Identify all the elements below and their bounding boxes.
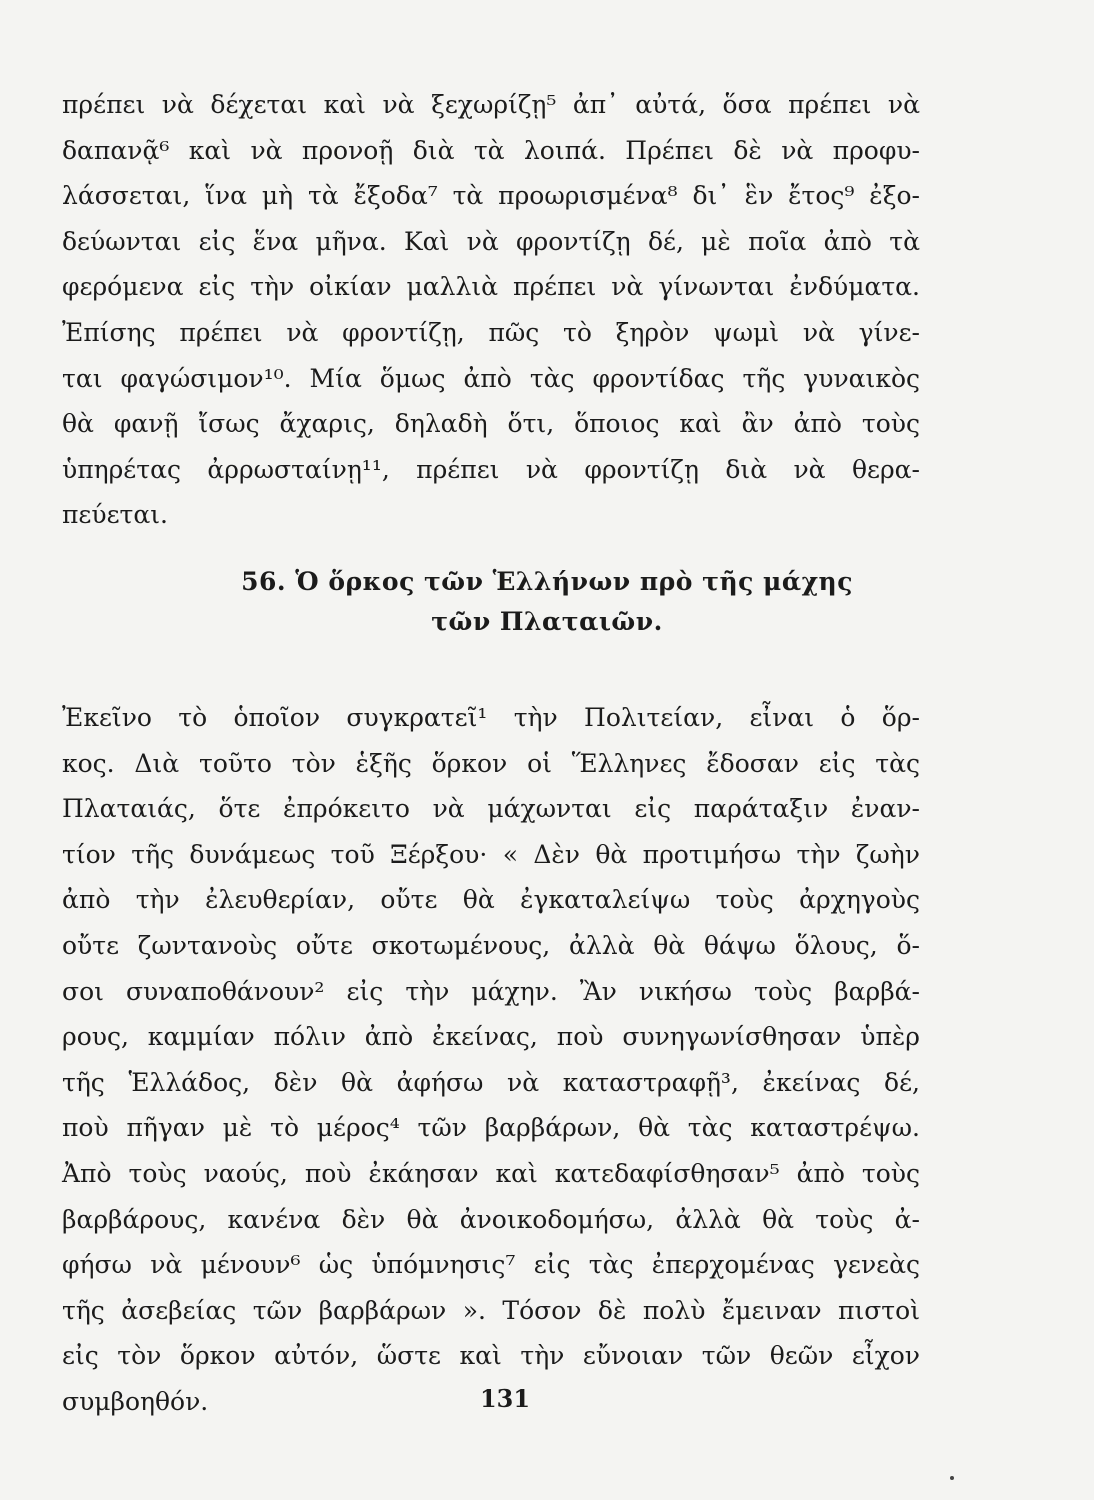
text-line: πεύεται.	[62, 500, 168, 530]
text-line: Πλαταιάς, ὅτε ἐπρόκειτο νὰ μάχωνται εἰς παράταξιν ἐναν-	[62, 794, 920, 824]
page-number: 131	[479, 1384, 531, 1413]
text-line: Ἐκεῖνο τὸ ὁποῖον συγκρατεῖ¹ τὴν Πολιτείαν, εἶναι ὁ ὅρ-	[62, 703, 920, 732]
text-line: δεύωνται εἰς ἕνα μῆνα. Καὶ νὰ φροντίζῃ δέ, μὲ ποῖα ἀπὸ τὰ	[62, 226, 920, 256]
text-line: Ἀπὸ τοὺς ναούς, ποὺ ἐκάησαν καὶ κατεδαφίσθησαν⁵ ἀπὸ τοὺς	[62, 1158, 920, 1188]
text-line: Ἐπίσης πρέπει νὰ φροντίζῃ, πῶς τὸ ξηρὸν ψωμὶ νὰ γίνε-	[62, 317, 920, 347]
text-line: λάσσεται, ἵνα μὴ τὰ ἔξοδα⁷ τὰ προωρισμένα⁸ δι᾽ ἓν ἔτος⁹ ἐξο-	[62, 181, 920, 211]
text-line: ἀπὸ τὴν ἐλευθερίαν, οὔτε θὰ ἐγκαταλείψω τοὺς ἀρχηγοὺς	[62, 885, 920, 915]
text-line: συμβοηθόν.	[62, 1386, 209, 1416]
text-line: κος. Διὰ τοῦτο τὸν ἑξῆς ὅρκον οἱ Ἕλληνες ἔδοσαν εἰς τὰς	[62, 748, 920, 778]
heading-line-2: τῶν Πλαταιῶν.	[431, 607, 663, 636]
text-line: τῆς Ἑλλάδος, δὲν θὰ ἀφήσω νὰ καταστραφῇ³, ἐκείνας δέ,	[62, 1067, 920, 1097]
text-line: πρέπει νὰ δέχεται καὶ νὰ ξεχωρίζῃ⁵ ἀπ᾽ αὐτά, ὅσα πρέπει νὰ	[62, 90, 920, 119]
text-line: φήσω νὰ μένουν⁶ ὡς ὑπόμνησις⁷ εἰς τὰς ἐπερχομένας γενεὰς	[62, 1250, 920, 1280]
text-line: θὰ φανῇ ἴσως ἄχαρις, δηλαδὴ ὅτι, ὅποιος καὶ ἂν ἀπὸ τοὺς	[62, 409, 920, 439]
text-line: ρους, καμμίαν πόλιν ἀπὸ ἐκείνας, ποὺ συνηγωνίσθησαν ὑπὲρ	[62, 1022, 920, 1052]
text-line: οὔτε ζωντανοὺς οὔτε σκοτωμένους, ἀλλὰ θὰ θάψω ὅλους, ὅ-	[62, 930, 920, 960]
text-line: φερόμενα εἰς τὴν οἰκίαν μαλλιὰ πρέπει νὰ γίνωνται ἐνδύματα.	[62, 272, 920, 302]
paragraph-household-duties	[62, 82, 920, 538]
text-line: τῆς ἀσεβείας τῶν βαρβάρων ». Τόσον δὲ πολὺ ἔμειναν πιστοὶ	[62, 1295, 920, 1325]
heading-line-1	[62, 562, 1032, 602]
text-line: βαρβάρους, κανένα δὲν θὰ ἀνοικοδομήσω, ἀλλὰ θὰ τοὺς ἀ-	[62, 1204, 920, 1234]
section-number: 56.	[241, 567, 287, 596]
text-line: ποὺ πῆγαν μὲ τὸ μέρος⁴ τῶν βαρβάρων, θὰ τὰς καταστρέψω.	[62, 1113, 920, 1143]
heading-title: Ὁ ὅρκος τῶν Ἑλλήνων πρὸ τῆς μάχης	[295, 567, 853, 596]
text-line: δαπανᾷ⁶ καὶ νὰ προνοῇ διὰ τὰ λοιπά. Πρέπει δὲ νὰ προφυ-	[62, 135, 920, 165]
text-line: ται φαγώσιμον¹⁰. Μία ὅμως ἀπὸ τὰς φροντίδας τῆς γυναικὸς	[62, 363, 920, 393]
paragraph-oath-of-plataea	[62, 695, 920, 1425]
text-line: ὑπηρέτας ἀρρωσταίνῃ¹¹, πρέπει νὰ φροντίζῃ διὰ νὰ θερα-	[62, 454, 920, 484]
section-heading	[62, 562, 1032, 642]
text-line: εἰς τὸν ὅρκον αὐτόν, ὥστε καὶ τὴν εὔνοιαν τῶν θεῶν εἶχον	[62, 1341, 920, 1371]
text-line: σοι συναποθάνουν² εἰς τὴν μάχην. Ἂν νικήσω τοὺς βαρβά-	[62, 976, 920, 1006]
paper-speck	[950, 1476, 954, 1480]
text-line: τίον τῆς δυνάμεως τοῦ Ξέρξου· « Δὲν θὰ προτιμήσω τὴν ζωὴν	[62, 839, 920, 869]
